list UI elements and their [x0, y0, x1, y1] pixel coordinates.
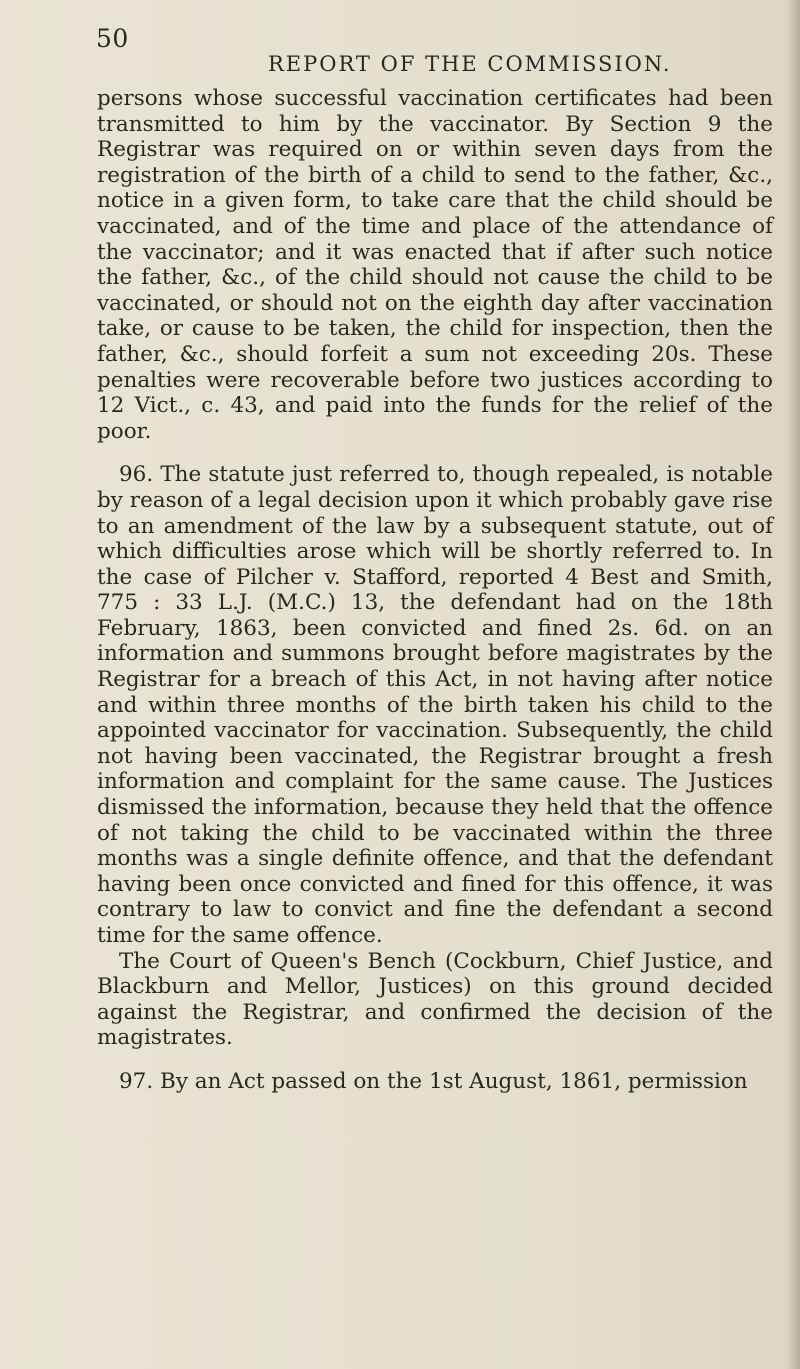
page-number: 50 — [96, 24, 129, 53]
paragraph-court-decision: The Court of Queen's Bench (Cockburn, Chief Justice, and Blackburn and Mellor, Justices) on this ground decided against the Registrar, and confirmed the decision of the magistrates. — [97, 948, 773, 1051]
page-edge-shadow — [786, 0, 800, 1369]
paragraph-97: 97. By an Act passed on the 1st August, 1861, permission — [119, 1068, 748, 1094]
body-text — [97, 86, 773, 1095]
running-head: REPORT OF THE COMMISSION. — [268, 52, 672, 76]
paragraph-96: 96. The statute just referred to, though repealed, is notable by reason of a legal decision upon it which probably gave rise to an amendment of the law by a subsequent statute, out of which difficulties arose which will be shortly referred to. In the case of Pilcher v. Stafford, reported 4 Best and Smith, 775 : 33 L.J. (M.C.) 13, the defendant had on the 18th February, 1863, been convicted and fined 2s. 6d. on an information and summons brought before magistrates by the Registrar for a breach of this Act, in not having after notice and within three months of the birth taken his child to the appointed vaccinator for vaccination. Subsequently, the child not having been vaccinated, the Registrar brought a fresh information and complaint for the same cause. The Justices dismissed the information, because they held that the offence of not taking the child to be vaccinated within the three months was a single definite offence, and that the defendant having been once convicted and fined for this offence, it was contrary to law to convict and fine the defendant a second time for the same offence. — [97, 462, 773, 948]
paragraph-continuation: persons whose successful vaccination certificates had been transmitted to him by the vaccinator. By Section 9 the Registrar was required on or within seven days from the registration of the birth of a child to send to the father, &c., notice in a given form, to take care that the child should be vaccinated, and of the time and place of the attendance of the vaccinator; and it was enacted that if after such notice the father, &c., of the child should not cause the child to be vaccinated, or should not on the eighth day after vaccination take, or cause to be taken, the child for inspection, then the father, &c., should forfeit a sum not exceeding 20s. These penalties were recoverable before two justices according to 12 Vict., c. 43, and paid into the funds for the relief of the poor. — [97, 86, 773, 444]
